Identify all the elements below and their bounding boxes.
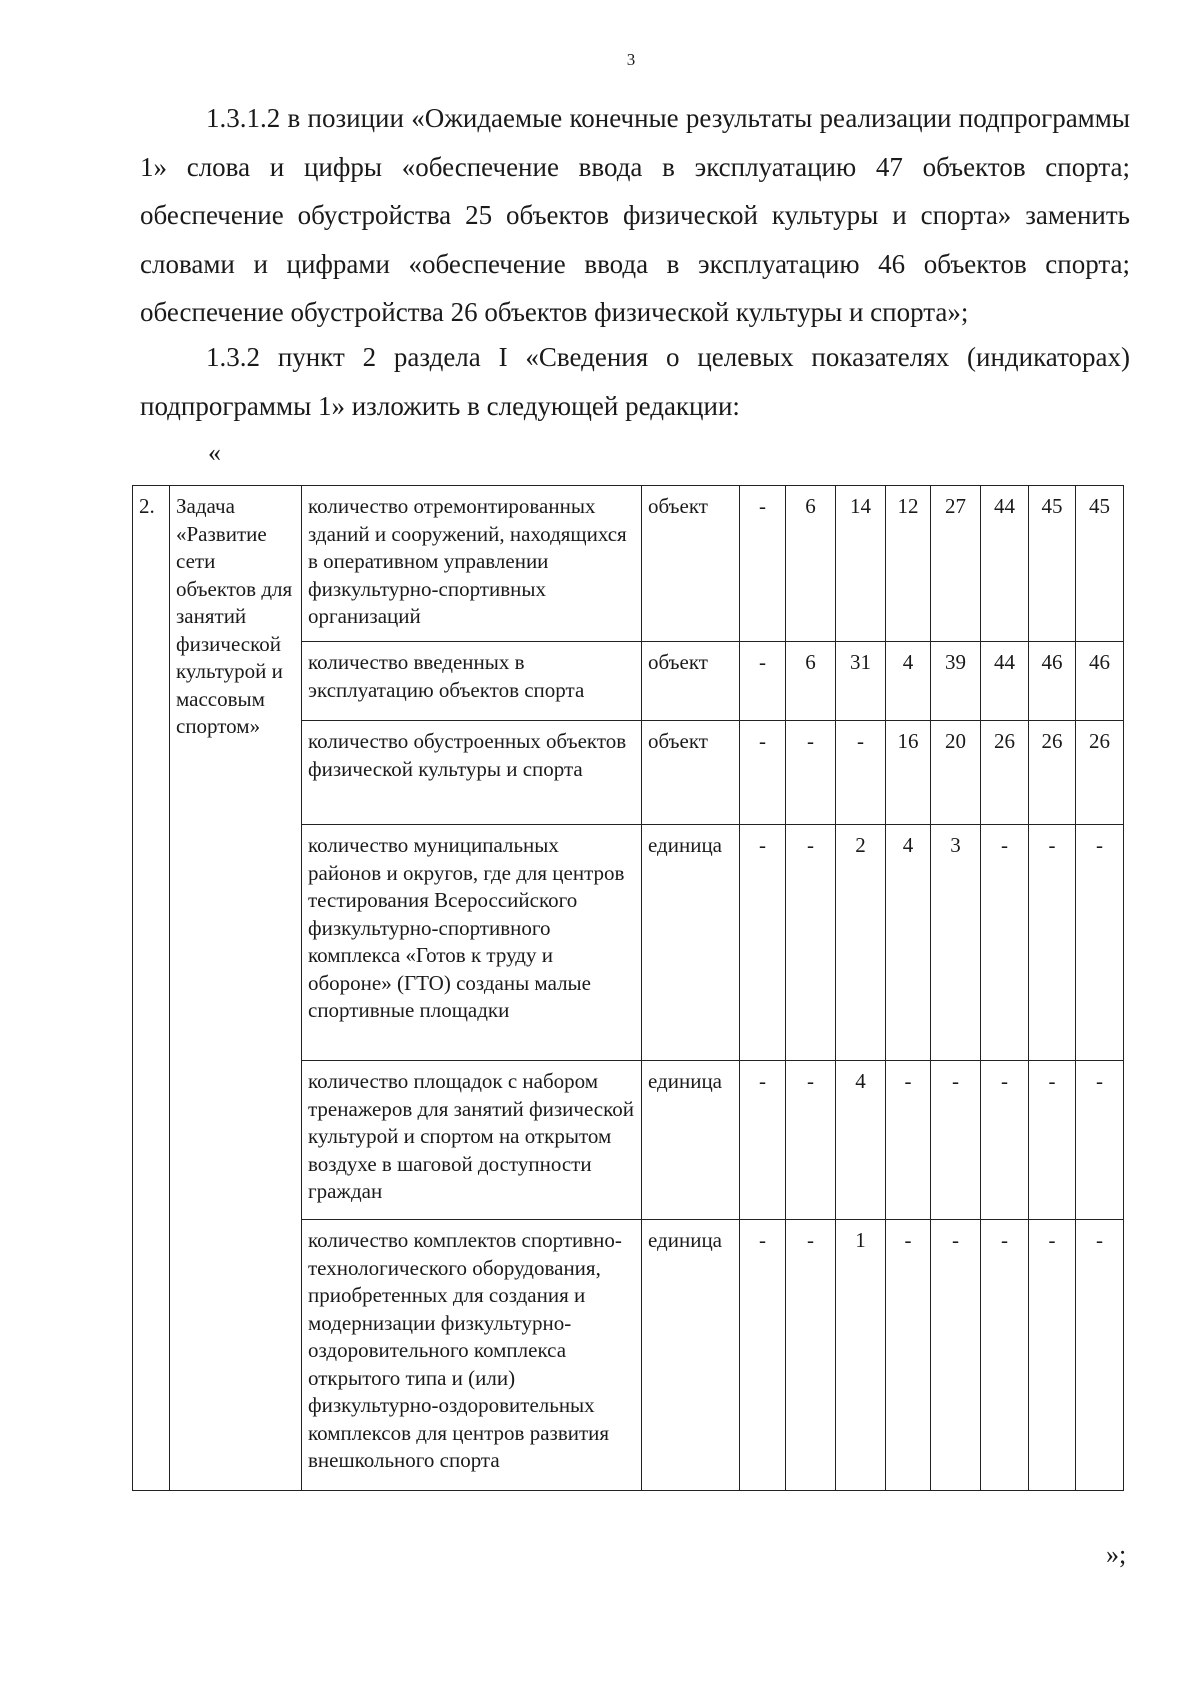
- value-cell: -: [1076, 1220, 1124, 1491]
- table-row: [133, 486, 1124, 642]
- value-cell: -: [740, 486, 786, 642]
- value-cell: 45: [1029, 486, 1076, 642]
- indicator-cell: количество площадок с набором тренажеров для занятий физической культурой и спортом на открытом воздухе в шаговой доступности граждан: [302, 1061, 642, 1220]
- value-cell: -: [740, 642, 786, 721]
- value-cell: 2: [836, 825, 886, 1061]
- unit-cell: объект: [642, 642, 740, 721]
- value-cell: -: [886, 1061, 931, 1220]
- page-number: 3: [626, 50, 636, 69]
- value-cell: 14: [836, 486, 886, 642]
- row-number-cell: 2.: [133, 486, 170, 1491]
- value-cell: 20: [931, 721, 981, 825]
- value-cell: -: [931, 1220, 981, 1491]
- value-cell: 26: [981, 721, 1029, 825]
- indicator-cell: количество обустроенных объектов физической культуры и спорта: [302, 721, 642, 825]
- value-cell: -: [981, 825, 1029, 1061]
- value-cell: 44: [981, 642, 1029, 721]
- value-cell: -: [931, 1061, 981, 1220]
- value-cell: 1: [836, 1220, 886, 1491]
- value-cell: 3: [931, 825, 981, 1061]
- value-cell: -: [1029, 1061, 1076, 1220]
- value-cell: 12: [886, 486, 931, 642]
- unit-cell: объект: [642, 721, 740, 825]
- value-cell: -: [981, 1220, 1029, 1491]
- value-cell: 26: [1076, 721, 1124, 825]
- value-cell: -: [1029, 825, 1076, 1061]
- value-cell: -: [981, 1061, 1029, 1220]
- value-cell: 16: [886, 721, 931, 825]
- value-cell: -: [1029, 1220, 1076, 1491]
- value-cell: 27: [931, 486, 981, 642]
- unit-cell: единица: [642, 1061, 740, 1220]
- value-cell: 4: [886, 825, 931, 1061]
- value-cell: 26: [1029, 721, 1076, 825]
- value-cell: -: [786, 825, 836, 1061]
- unit-cell: объект: [642, 486, 740, 642]
- value-cell: -: [786, 1220, 836, 1491]
- paragraph-1-3-2: 1.3.2 пункт 2 раздела I «Сведения о целевых показателях (индикаторах) подпрограммы 1» изложить в следующей редакции:: [140, 342, 1130, 421]
- indicator-cell: количество введенных в эксплуатацию объектов спорта: [302, 642, 642, 721]
- indicator-cell: количество отремонтированных зданий и сооружений, находящихся в оперативном управлении физкультурно-спортивных организаций: [302, 486, 642, 642]
- opening-quote: «: [208, 438, 221, 467]
- value-cell: 45: [1076, 486, 1124, 642]
- indicator-cell: количество муниципальных районов и округов, где для центров тестирования Всероссийского физкультурно-спортивного комплекса «Готов к труду и обороне» (ГТО) созданы малые спортивные площадки: [302, 825, 642, 1061]
- value-cell: 4: [836, 1061, 886, 1220]
- value-cell: -: [786, 721, 836, 825]
- value-cell: -: [740, 721, 786, 825]
- task-cell: Задача «Развитие сети объектов для занятий физической культурой и массовым спортом»: [170, 486, 302, 1491]
- paragraph-1-3-1-2: 1.3.1.2 в позиции «Ожидаемые конечные результаты реализации подпрограммы 1» слова и цифры «обеспечение ввода в эксплуатацию 47 объектов спорта; обеспечение обустройства 25 объектов физической культуры и спорта» заменить словами и цифрами «обеспечение ввода в эксплуатацию 46 объектов спорта; обеспечение обустройства 26 объектов физической культуры и спорта»;: [140, 103, 1130, 327]
- value-cell: -: [886, 1220, 931, 1491]
- unit-cell: единица: [642, 825, 740, 1061]
- value-cell: 46: [1076, 642, 1124, 721]
- value-cell: -: [1076, 1061, 1124, 1220]
- indicator-cell: количество комплектов спортивно-технологического оборудования, приобретенных для создания и модернизации физкультурно-оздоровительного комплекса открытого типа и (или) физкультурно-оздоровительных комплексов для центров развития внешкольного спорта: [302, 1220, 642, 1491]
- value-cell: 6: [786, 642, 836, 721]
- value-cell: -: [836, 721, 886, 825]
- value-cell: -: [786, 1061, 836, 1220]
- value-cell: -: [1076, 825, 1124, 1061]
- value-cell: 31: [836, 642, 886, 721]
- value-cell: 39: [931, 642, 981, 721]
- value-cell: 46: [1029, 642, 1076, 721]
- value-cell: -: [740, 825, 786, 1061]
- closing-quote: »;: [1106, 1540, 1127, 1569]
- value-cell: 4: [886, 642, 931, 721]
- value-cell: 44: [981, 486, 1029, 642]
- indicators-table: [132, 485, 1124, 1491]
- unit-cell: единица: [642, 1220, 740, 1491]
- value-cell: 6: [786, 486, 836, 642]
- value-cell: -: [740, 1220, 786, 1491]
- value-cell: -: [740, 1061, 786, 1220]
